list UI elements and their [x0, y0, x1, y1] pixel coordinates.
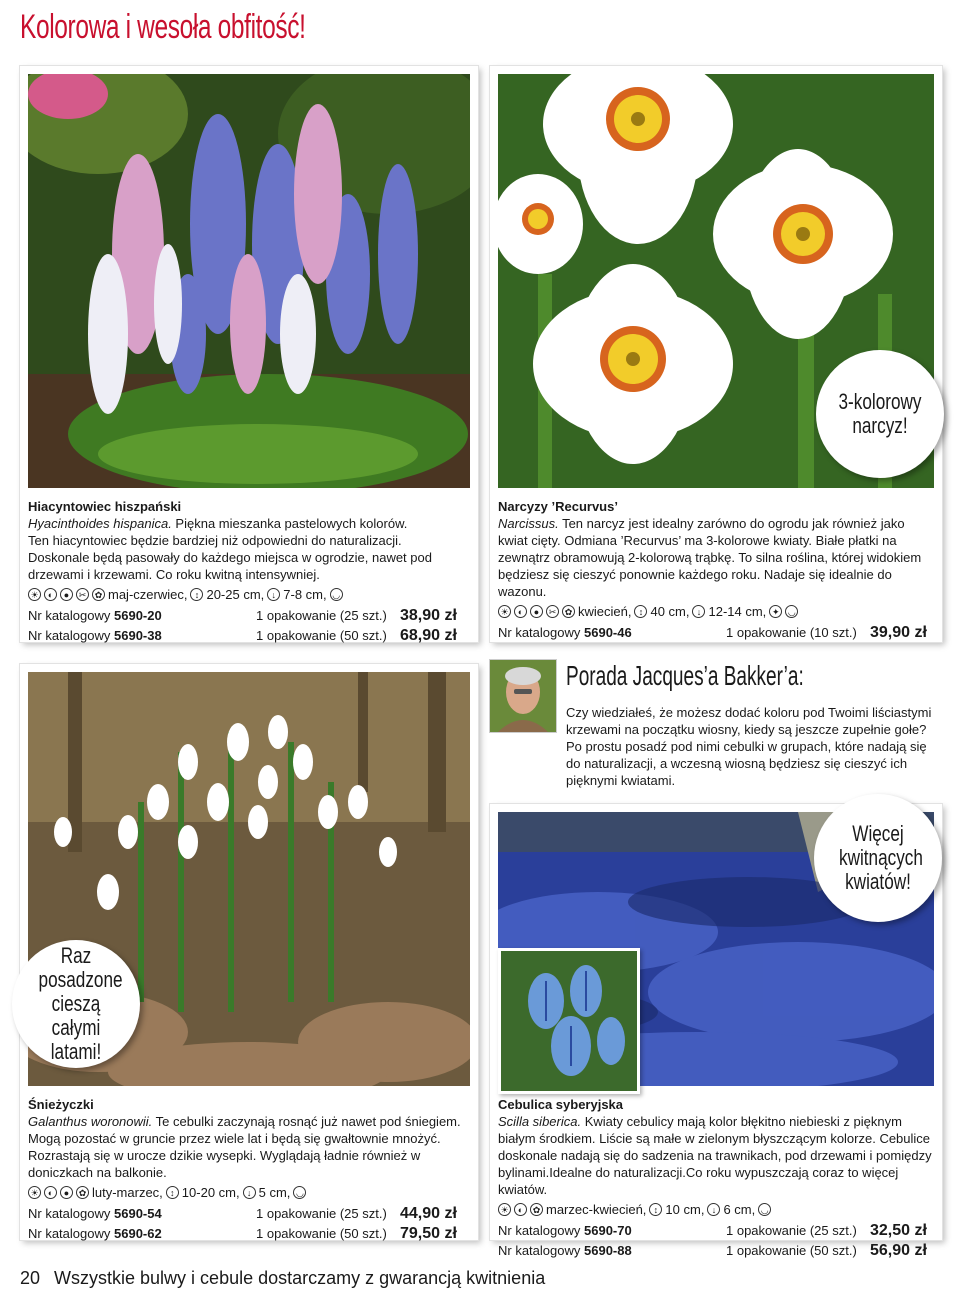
tip-text: Czy wiedziałeś, że możesz dodać koloru pod Twoimi liściastymi krzewami na początku wiosny, kiedy są jeszcze zupełnie gołe? Po prostu posadź pod nimi cebulki w grupach, które nadają się do naturalizacji, a wczesną wiosną będziesz się cieszyć ich pięknymi kwiatami. — [566, 705, 932, 788]
bee-icon: ✦ — [769, 605, 782, 618]
catalog-number: 5690-20 — [114, 608, 162, 623]
price: 39,90 zł — [870, 624, 927, 641]
catalog-label: Nr katalogowy — [28, 1226, 111, 1241]
shade-icon: ● — [60, 588, 73, 601]
sun-icon: ☀ — [28, 1186, 41, 1199]
order-row[interactable] — [28, 1225, 470, 1245]
product-card-hyacinth — [20, 66, 478, 642]
sun-icon: ☀ — [498, 1203, 511, 1216]
pot-icon: ◡ — [330, 588, 343, 601]
bloom-period: kwiecień, — [578, 604, 632, 619]
sun-icon: ☀ — [28, 588, 41, 601]
pack-size: 1 opakowanie (50 szt.) — [256, 628, 387, 643]
shade-icon: ● — [530, 605, 543, 618]
plant-depth: 6 cm, — [723, 1202, 756, 1217]
latin-name: Hyacinthoides hispanica. — [28, 516, 172, 531]
product-description: Te cebulki zaczynają rosnąć już nawet pod śniegiem. Mogą pozostać w gruncie przez wiele lat i będą się gwałtownie mnożyć. Rozrastają się w urocze dzikie wysepki. Wyglądają ładnie również w doniczkach na balkonie. — [28, 1114, 461, 1180]
cut-flower-icon: ✂ — [76, 588, 89, 601]
badge-text: Raz posadzone cieszą całymi latami! — [38, 943, 123, 1064]
advisor-portrait — [490, 660, 556, 732]
order-row[interactable] — [28, 607, 470, 627]
pot-icon: ◡ — [758, 1203, 771, 1216]
bloom-period: luty-marzec, — [92, 1185, 163, 1200]
order-row[interactable] — [28, 627, 470, 647]
badge-long-lasting — [12, 940, 140, 1068]
catalog-number: 5690-46 — [584, 625, 632, 640]
naturalize-icon: ✿ — [76, 1186, 89, 1199]
plant-height: 10-20 cm, — [181, 1185, 240, 1200]
half-shade-icon: ◐ — [514, 1203, 527, 1216]
plant-height: 40 cm, — [650, 604, 690, 619]
pot-icon: ◡ — [293, 1186, 306, 1199]
depth-icon: ↓ — [692, 605, 705, 618]
pack-size: 1 opakowanie (25 szt.) — [256, 608, 387, 623]
plant-height: 10 cm, — [665, 1202, 705, 1217]
snowdrop-text — [28, 1096, 470, 1245]
bloom-period: maj-czerwiec, — [108, 587, 188, 602]
plant-depth: 5 cm, — [258, 1185, 291, 1200]
price: 44,90 zł — [400, 1205, 457, 1222]
product-description-2: Ten hiacyntowiec będzie bardziej niż odpowiedni do naturalizacji. — [28, 533, 402, 548]
catalog-label: Nr katalogowy — [28, 1206, 111, 1221]
catalog-number: 5690-70 — [584, 1223, 632, 1238]
scilla-closeup-photo — [498, 948, 640, 1094]
product-description-3: Doskonale będą pasowały do każdego miejsca w ogrodzie, nawet pod drzewami i krzewami. Co roku kwitną intensywniej. — [28, 550, 432, 582]
product-title: Cebulica syberyjska — [498, 1097, 624, 1112]
pot-icon: ◡ — [785, 605, 798, 618]
naturalize-icon: ✿ — [562, 605, 575, 618]
shade-icon: ● — [60, 1186, 73, 1199]
product-description: Piękna mieszanka pastelowych kolorów. — [171, 516, 408, 531]
pack-size: 1 opakowanie (25 szt.) — [726, 1223, 857, 1238]
naturalize-icon: ✿ — [92, 588, 105, 601]
hyacinth-text — [28, 498, 470, 647]
price: 32,50 zł — [870, 1222, 927, 1239]
latin-name: Galanthus woronowii. — [28, 1114, 153, 1129]
plant-height: 20-25 cm, — [206, 587, 265, 602]
pack-size: 1 opakowanie (50 szt.) — [726, 1243, 857, 1258]
depth-icon: ↓ — [243, 1186, 256, 1199]
catalog-number: 5690-38 — [114, 628, 162, 643]
care-icons — [28, 586, 470, 603]
catalog-number: 5690-54 — [114, 1206, 162, 1221]
half-shade-icon: ◐ — [44, 588, 57, 601]
badge-text: 3-kolorowy narcyz! — [838, 389, 922, 438]
product-card-scilla — [490, 804, 942, 1259]
half-shade-icon: ◐ — [514, 605, 527, 618]
footer-text: Wszystkie bulwy i cebule dostarczamy z gwarancją kwitnienia — [54, 1268, 546, 1288]
tip-title: Porada Jacques’a Bakker’a: — [566, 660, 804, 691]
order-row[interactable] — [498, 624, 934, 644]
plant-depth: 12-14 cm, — [708, 604, 767, 619]
badge-text: Więcej kwitnących kwiatów! — [839, 821, 923, 894]
half-shade-icon: ◐ — [44, 1186, 57, 1199]
page-headline: Kolorowa i wesoła obfitość! — [20, 8, 306, 46]
pack-size: 1 opakowanie (25 szt.) — [256, 1206, 387, 1221]
scilla-text — [498, 1096, 934, 1262]
product-description: Kwiaty cebulicy mają kolor błękitno niebieski z pięknym białym środkiem. Liście są małe w zielonym błyszczącym kolorze. Cebulice doskonale nadają się do sadzenia na trawnikach, pod drzewami i pomiędzy bylinami.Idealne do naturalizacji.Co roku wypuszczają coraz to więcej kwiatów. — [498, 1114, 932, 1197]
plant-depth: 7-8 cm, — [283, 587, 327, 602]
order-row[interactable] — [28, 1205, 470, 1225]
price: 68,90 zł — [400, 627, 457, 644]
page-number: 20 — [20, 1268, 41, 1288]
catalog-label: Nr katalogowy — [28, 628, 111, 643]
product-title: Śnieżyczki — [28, 1097, 94, 1112]
product-card-snowdrop — [20, 664, 478, 1240]
height-icon: ↕ — [166, 1186, 179, 1199]
page-footer — [20, 1268, 545, 1289]
product-description: Ten narcyz jest idealny zarówno do ogrodu jak również jako kwiat cięty. Odmiana ’Recurvus’ ma 3-kolorowe kwiaty. Białe płatki na zewnątrz obramowują 2-kolorową trąbkę. To silna roślina, której widokiem będziesz się cieszyć ponownie każdego roku. Nadaje się idealnie do wazonu. — [498, 516, 922, 599]
product-title: Hiacyntowiec hiszpański — [28, 499, 182, 514]
price: 79,50 zł — [400, 1225, 457, 1242]
catalog-number: 5690-88 — [584, 1243, 632, 1258]
height-icon: ↕ — [649, 1203, 662, 1216]
price: 56,90 zł — [870, 1242, 927, 1259]
product-card-narcissus — [490, 66, 942, 642]
bloom-period: marzec-kwiecień, — [546, 1202, 647, 1217]
pack-size: 1 opakowanie (50 szt.) — [256, 1226, 387, 1241]
catalog-label: Nr katalogowy — [498, 1243, 581, 1258]
care-icons — [498, 1201, 934, 1218]
narcissus-text — [498, 498, 934, 644]
price: 38,90 zł — [400, 607, 457, 624]
catalog-label: Nr katalogowy — [28, 608, 111, 623]
catalog-label: Nr katalogowy — [498, 625, 581, 640]
naturalize-icon: ✿ — [530, 1203, 543, 1216]
badge-3-color — [816, 350, 944, 478]
catalog-label: Nr katalogowy — [498, 1223, 581, 1238]
product-title: Narcyzy ’Recurvus’ — [498, 499, 618, 514]
hyacinth-photo — [28, 74, 470, 488]
cut-flower-icon: ✂ — [546, 605, 559, 618]
height-icon: ↕ — [190, 588, 203, 601]
depth-icon: ↓ — [707, 1203, 720, 1216]
sun-icon: ☀ — [498, 605, 511, 618]
care-icons — [28, 1184, 470, 1201]
order-row[interactable] — [498, 1242, 934, 1262]
depth-icon: ↓ — [267, 588, 280, 601]
badge-more-flowers — [814, 794, 942, 922]
pack-size: 1 opakowanie (10 szt.) — [726, 625, 857, 640]
height-icon: ↕ — [634, 605, 647, 618]
latin-name: Scilla siberica. — [498, 1114, 582, 1129]
care-icons — [498, 603, 934, 620]
order-row[interactable] — [498, 1222, 934, 1242]
catalog-number: 5690-62 — [114, 1226, 162, 1241]
latin-name: Narcissus. — [498, 516, 559, 531]
